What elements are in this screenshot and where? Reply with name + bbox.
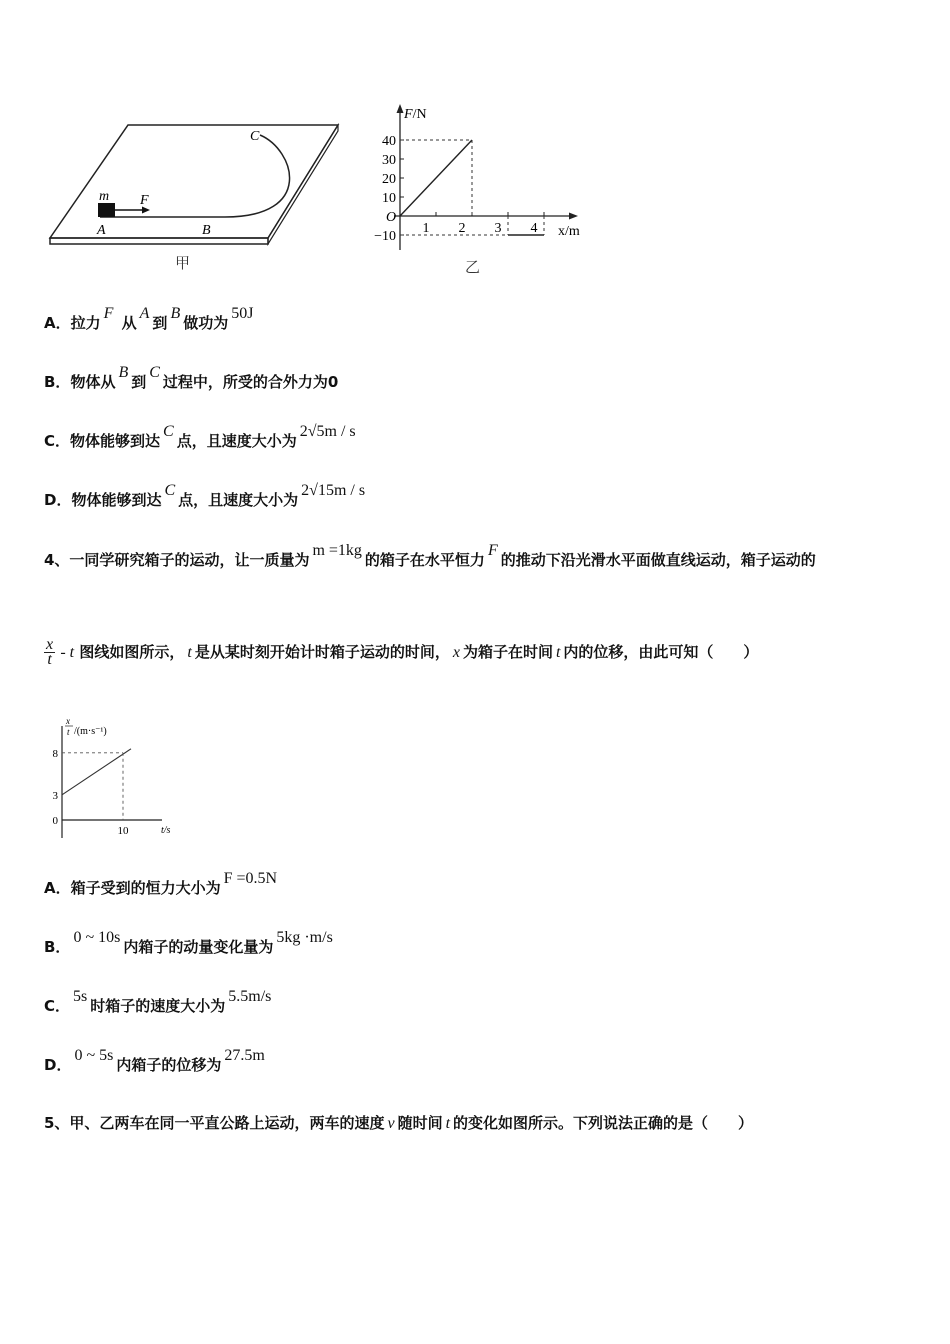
q5-stem: [44, 1112, 753, 1133]
y-axis-label: F/N: [404, 107, 427, 122]
x-tick-label: 3: [494, 221, 502, 236]
y-tick-label: 10: [382, 191, 396, 206]
math-run: t: [187, 644, 192, 661]
caption-yi: 乙: [465, 258, 481, 276]
option-letter: B．: [44, 373, 71, 391]
option-letter: B．: [44, 938, 71, 956]
math-run: A: [139, 305, 150, 322]
q4-option-b[interactable]: [44, 929, 336, 957]
fraction-tail: - t: [60, 644, 75, 661]
math-run: m =1kg: [312, 542, 362, 559]
text-run: 到: [152, 314, 168, 332]
math-run: t: [555, 644, 561, 661]
text-run: 物体能够到达: [71, 491, 162, 509]
math-run: x: [452, 644, 460, 661]
q4-data-line: [62, 749, 131, 795]
q4-x-tick-label: 10: [117, 825, 129, 837]
q4-stem-line1: [44, 542, 816, 570]
text-run: 做功为: [183, 314, 229, 332]
q4-x-label: t/s: [161, 825, 171, 836]
math-run: 5kg ·m/s: [276, 929, 333, 946]
text-run: 随时间: [397, 1114, 443, 1132]
q4-y-tick-label: 3: [52, 789, 58, 802]
text-run: 是从某时刻开始计时箱子运动的时间，: [194, 643, 450, 661]
label-m: m: [99, 189, 110, 204]
math-run: v: [387, 1115, 395, 1132]
text-run: 到: [131, 373, 147, 391]
x-tick-label: 2: [458, 221, 466, 236]
math-run: 0 ~ 10s: [73, 929, 121, 946]
math-run: 2√5m / s: [299, 423, 356, 440]
text-run: 物体能够到达: [70, 432, 161, 450]
incline-plane-edge: [50, 238, 268, 244]
x-tick-label: 1: [422, 221, 430, 236]
q4-y-tick-label: 8: [52, 747, 58, 760]
q4-option-c[interactable]: [44, 988, 274, 1016]
y-tick-label: −10: [374, 229, 396, 244]
math-run: t: [445, 1115, 451, 1132]
math-run: 2√15m / s: [301, 482, 366, 499]
text-run: 物体从: [70, 373, 116, 391]
q4-stem-fraction: [44, 638, 55, 667]
option-letter: D．: [44, 1056, 72, 1074]
math-run: 0 ~ 5s: [74, 1047, 114, 1064]
option-letter: D．: [44, 491, 72, 509]
text-run: 过程中，所受的合外力为0: [162, 373, 339, 391]
q4-option-d[interactable]: [44, 1047, 268, 1075]
caption-jia: 甲: [175, 254, 191, 272]
figure-jia: [40, 110, 350, 280]
text-run: 5、甲、乙两车在同一平直公路上运动，两车的速度: [44, 1114, 385, 1132]
math-run: C: [149, 364, 160, 381]
q4-y-label-unit: /(m·s⁻¹): [74, 726, 107, 737]
q3-option-c[interactable]: [44, 423, 359, 451]
math-run: C: [163, 423, 174, 440]
math-run: F: [487, 542, 498, 559]
text-run: 从: [116, 314, 137, 332]
math-run: 50J: [231, 305, 254, 322]
text-run: 箱子受到的恒力大小为: [70, 879, 221, 897]
option-letter: C．: [44, 432, 71, 450]
text-run: 时箱子的速度大小为: [90, 997, 226, 1015]
text-run: 的推动下沿光滑水平面做直线运动，箱子运动的: [500, 551, 816, 569]
label-f: F: [140, 193, 149, 208]
incline-plane-top: [50, 125, 338, 238]
mass-block: [98, 203, 115, 217]
x-axis-label: x/m: [558, 224, 580, 239]
math-run: 27.5m: [224, 1047, 265, 1064]
math-run: 5.5m/s: [228, 988, 272, 1005]
q3-option-d[interactable]: [44, 482, 368, 510]
math-run: C: [164, 482, 176, 499]
text-run: 拉力: [70, 314, 101, 332]
text-run: 内箱子的动量变化量为: [123, 938, 274, 956]
text-run: 的变化如图所示。下列说法正确的是（ ）: [453, 1114, 754, 1132]
q3-option-a[interactable]: [44, 305, 256, 333]
math-run: F =0.5N: [223, 870, 278, 887]
math-run: F: [103, 305, 114, 322]
math-run: 5s: [73, 988, 88, 1005]
text-run: 图线如图所示，: [79, 643, 185, 661]
text-run: 点，且速度大小为: [178, 491, 299, 509]
text-run: 的箱子在水平恒力: [364, 551, 485, 569]
q3-option-b[interactable]: [44, 364, 339, 392]
text-run: 为箱子在时间: [462, 643, 553, 661]
option-letter: A．: [44, 879, 71, 897]
option-letter: C．: [44, 997, 71, 1015]
track-path: [100, 135, 290, 217]
origin-label: O: [386, 210, 397, 225]
q4-y-label-den: t: [67, 727, 70, 737]
math-run: B: [170, 305, 181, 322]
label-a: A: [97, 223, 106, 238]
text-run: 内的位移，由此可知（ ）: [563, 643, 759, 661]
label-c: C: [250, 129, 260, 144]
fraction-numerator: x: [46, 636, 54, 653]
text-run: 内箱子的位移为: [116, 1056, 222, 1074]
label-b: B: [202, 223, 211, 238]
math-run: B: [118, 364, 129, 381]
q4-graph: [40, 712, 190, 844]
y-tick-label: 40: [382, 134, 396, 149]
option-letter: A．: [44, 314, 71, 332]
q4-option-a[interactable]: [44, 870, 280, 898]
q4-stem-line2: [44, 638, 758, 667]
y-tick-label: 20: [382, 172, 396, 187]
text-run: 4、一同学研究箱子的运动，让一质量为: [44, 551, 310, 569]
q4-y-label-num: x: [66, 716, 70, 726]
y-tick-label: 30: [382, 153, 396, 168]
force-line-segment-1: [400, 140, 472, 216]
fraction-denominator: t: [47, 651, 52, 668]
figure-yi-chart: [360, 100, 600, 280]
x-tick-label: 4: [530, 221, 538, 236]
q4-y-tick-label: 0: [52, 815, 58, 827]
y-axis-label-text: F/N: [360, 100, 362, 101]
text-run: 点，且速度大小为: [176, 432, 297, 450]
